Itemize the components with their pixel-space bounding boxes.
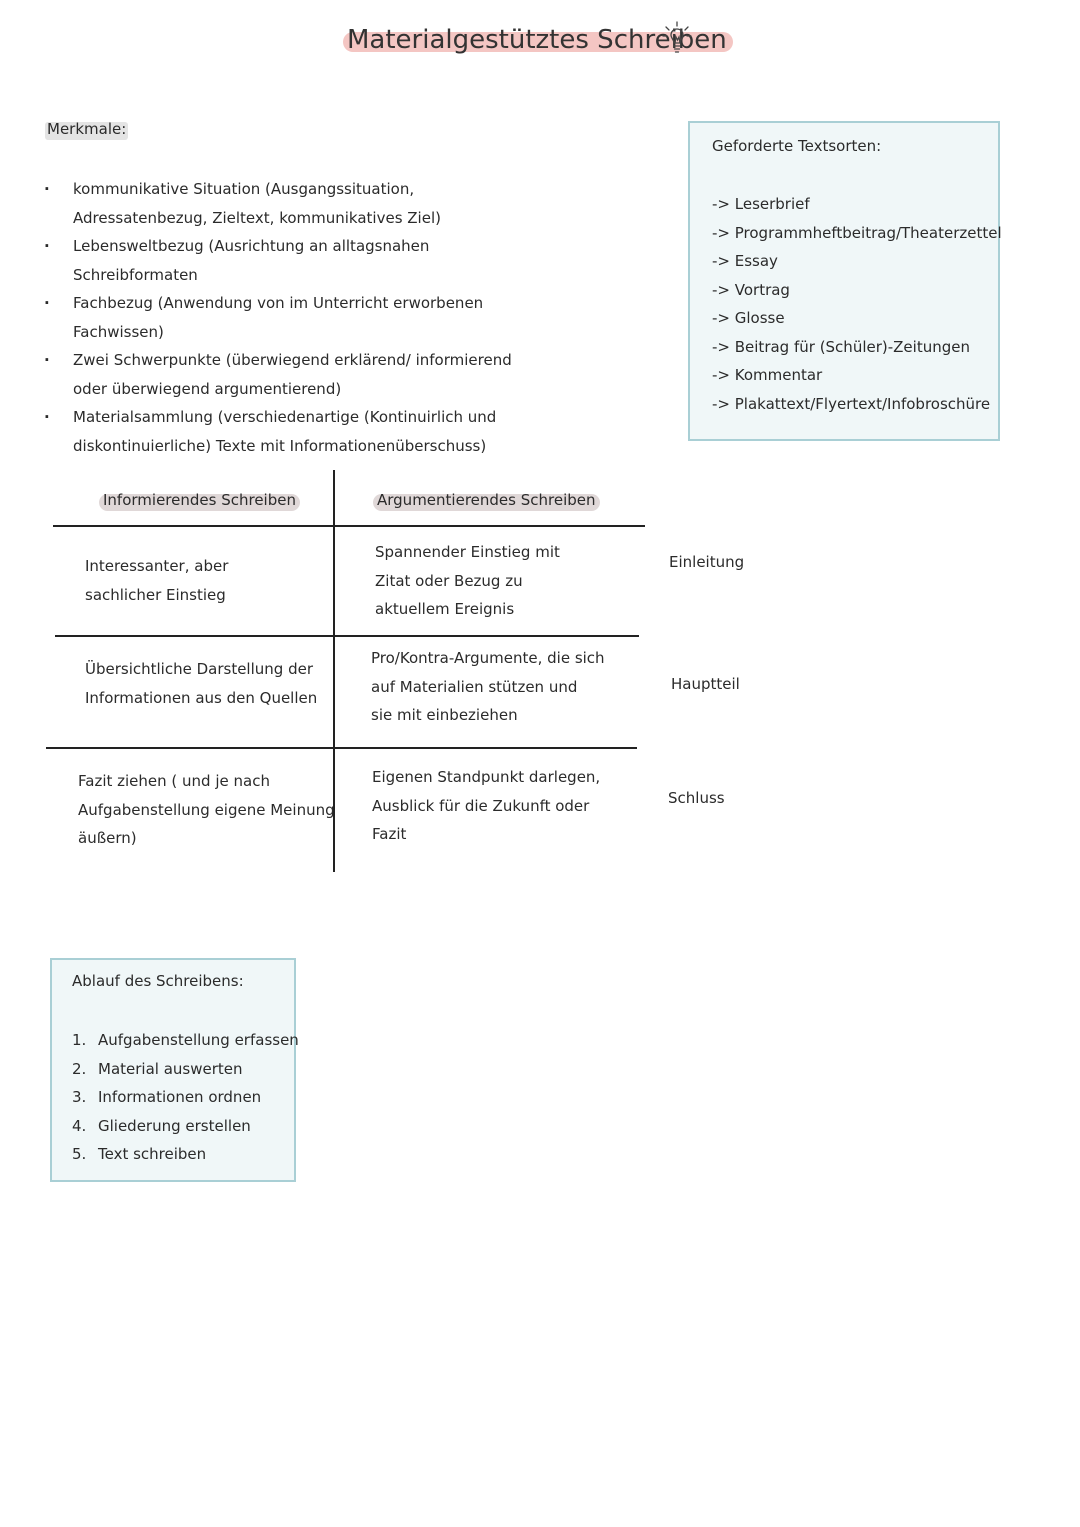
step-text: Gliederung erstellen (98, 1116, 251, 1135)
step-text: Informationen ordnen (98, 1088, 262, 1106)
textsorten-item: -> Beitrag für (Schüler)-Zeitungen (712, 337, 970, 356)
step-number: 2. (72, 1059, 87, 1078)
ablauf-step (72, 1140, 299, 1169)
step-number: 1. (72, 1031, 87, 1049)
column-header-argumentierend-text: Argumentierendes Schreiben (377, 491, 596, 509)
table-divider-row (55, 635, 639, 637)
merkmale-item: · Materialsammlung (verschiedenartige (Kontinuirlich und diskontinuierliche) Texte mit Informationenüberschuss) (44, 403, 524, 460)
textsorten-item: -> Programmheftbeitrag/Theaterzettel (712, 223, 1002, 242)
cell-line: Übersichtliche Darstellung der (85, 660, 313, 678)
lightbulb-icon (660, 18, 694, 58)
ablauf-step (72, 1083, 299, 1112)
cell-line: Fazit ziehen ( und je nach (78, 772, 270, 790)
cell-line: Interessanter, aber (85, 557, 229, 575)
cell-line: Zitat oder Bezug zu (375, 571, 523, 590)
row-label-schluss: Schluss (668, 789, 725, 807)
textsorten-item: -> Leserbrief (712, 195, 810, 213)
cell-line: auf Materialien stützen und (371, 677, 578, 696)
step-number: 3. (72, 1088, 87, 1106)
textsorten-box (688, 121, 1000, 441)
cell-argumentierend-einleitung (375, 538, 560, 624)
cell-line: Spannender Einstieg mit (375, 543, 560, 561)
cell-line: Fazit (372, 825, 407, 843)
merkmale-heading (47, 120, 126, 138)
cell-line: Ausblick für die Zukunft oder (372, 796, 590, 815)
cell-line: Pro/Kontra-Argumente, die sich (371, 649, 605, 667)
cell-informierend-schluss (78, 767, 335, 853)
cell-informierend-einleitung (85, 552, 228, 609)
ablauf-step (72, 1026, 299, 1055)
cell-line: sachlicher Einstieg (85, 585, 226, 604)
merkmale-item: · Lebensweltbezug (Ausrichtung an alltagsnahen Schreibformaten (44, 232, 524, 289)
ablauf-heading: Ablauf des Schreibens: (72, 972, 244, 990)
row-label-hauptteil: Hauptteil (671, 675, 740, 693)
ablauf-steps (72, 1026, 299, 1169)
ablauf-box (50, 958, 299, 1182)
merkmale-list (44, 175, 524, 460)
cell-line: aktuellem Ereignis (375, 600, 515, 618)
step-number: 5. (72, 1145, 87, 1163)
cell-line: Aufgabenstellung eigene Meinung (78, 800, 335, 819)
textsorten-item: -> Vortrag (712, 280, 790, 299)
merkmale-heading-text: Merkmale: (47, 120, 127, 138)
table-divider-header (53, 525, 645, 527)
cell-line: Informationen aus den Quellen (85, 688, 318, 707)
column-header-informierend (103, 491, 296, 509)
cell-argumentierend-hauptteil (371, 644, 605, 730)
step-text: Material auswerten (98, 1059, 243, 1078)
ablauf-step (72, 1055, 299, 1084)
step-text: Aufgabenstellung erfassen (98, 1031, 299, 1049)
textsorten-list (712, 190, 1002, 418)
textsorten-item: -> Kommentar (712, 366, 823, 384)
table-divider-row (46, 747, 637, 749)
page-title-text: Materialgestütztes Schreiben (347, 25, 727, 55)
cell-line: äußern) (78, 829, 137, 847)
cell-informierend-hauptteil (85, 655, 317, 712)
step-number: 4. (72, 1116, 87, 1135)
cell-line: sie mit einbeziehen (371, 706, 518, 724)
column-header-argumentierend (377, 491, 596, 509)
merkmale-item: · Fachbezug (Anwendung von im Unterricht erworbenen Fachwissen) (44, 289, 524, 346)
step-text: Text schreiben (98, 1145, 207, 1163)
textsorten-item: -> Glosse (712, 309, 785, 327)
textsorten-heading: Geforderte Textsorten: (712, 137, 882, 155)
ablauf-step (72, 1112, 299, 1141)
textsorten-item: -> Plakattext/Flyertext/Infobroschüre (712, 394, 991, 413)
row-label-einleitung: Einleitung (669, 553, 745, 571)
cell-line: Eigenen Standpunkt darlegen, (372, 768, 601, 786)
column-header-informierend-text: Informierendes Schreiben (103, 491, 296, 509)
textsorten-item: -> Essay (712, 252, 778, 270)
cell-argumentierend-schluss (372, 763, 600, 849)
merkmale-item: · Zwei Schwerpunkte (überwiegend erklärend/ informierend oder überwiegend argumentierend) (44, 346, 524, 403)
merkmale-item: · kommunikative Situation (Ausgangssituation, Adressatenbezug, Zieltext, kommunikatives Ziel) (44, 175, 524, 232)
